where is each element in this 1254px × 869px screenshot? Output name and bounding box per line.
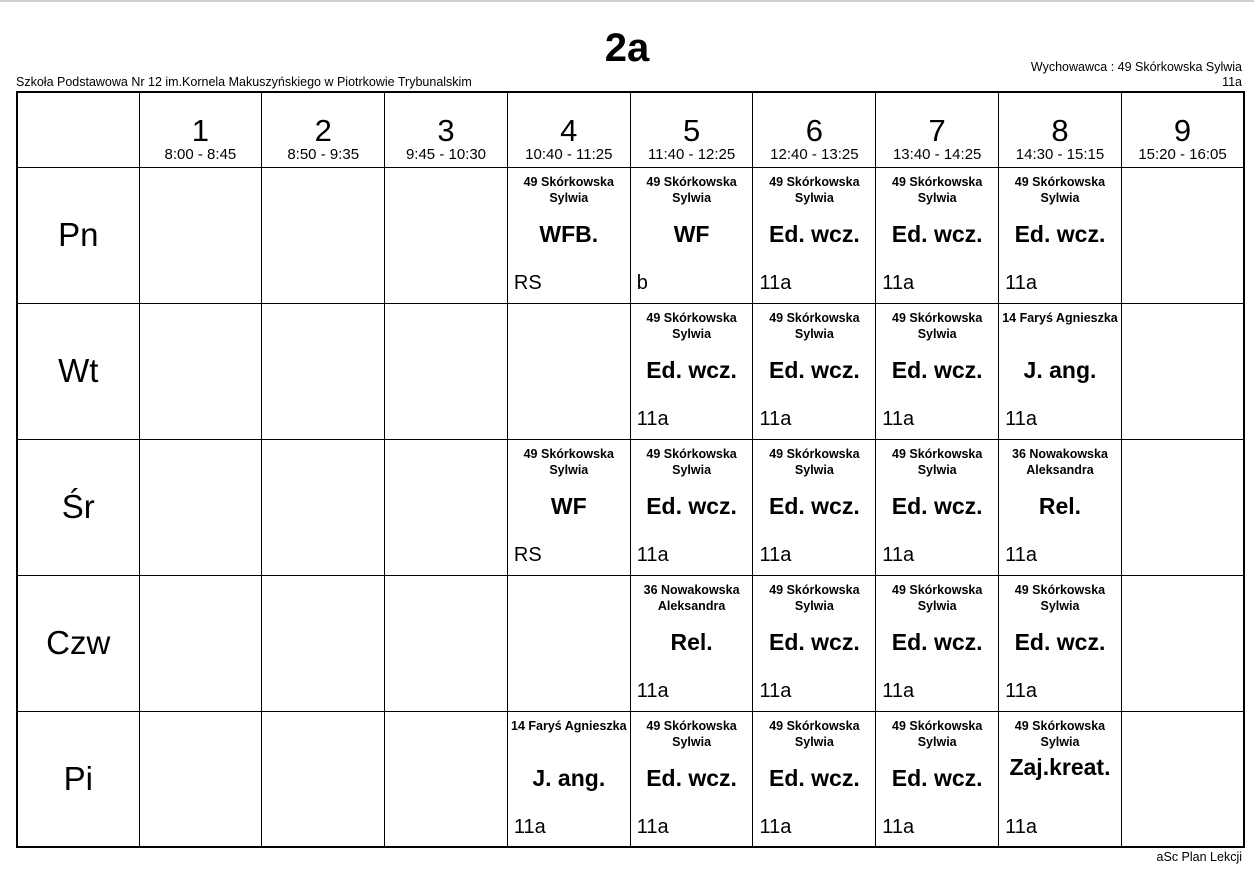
period-time: 8:00 - 8:45 xyxy=(164,146,237,163)
lesson-teacher: 49 Skórkowska Sylwia xyxy=(1014,582,1106,613)
period-time: 12:40 - 13:25 xyxy=(770,146,859,163)
lesson-cell[interactable] xyxy=(876,575,999,711)
top-border-line xyxy=(0,0,1254,2)
lesson-room: 11a xyxy=(759,271,792,294)
lesson-teacher: 49 Skórkowska Sylwia xyxy=(892,582,983,613)
lesson-room: b xyxy=(636,271,648,294)
lesson-room: 11a xyxy=(759,543,792,566)
lesson-teacher: 14 Faryś Agnieszka xyxy=(511,718,627,733)
day-row xyxy=(17,303,1244,439)
period-number: 5 xyxy=(682,113,701,148)
lesson-teacher: 49 Skórkowska Sylwia xyxy=(892,174,983,205)
lesson-subject: WF xyxy=(673,220,710,247)
day-label: Pi xyxy=(17,711,139,847)
lesson-subject: J. ang. xyxy=(1023,356,1097,383)
period-header-7 xyxy=(876,92,999,167)
day-row xyxy=(17,575,1244,711)
empty-cell xyxy=(385,303,508,439)
timetable-grid xyxy=(16,91,1245,848)
lesson-teacher: 49 Skórkowska Sylwia xyxy=(769,446,860,477)
lesson-cell[interactable] xyxy=(999,303,1122,439)
period-number: 6 xyxy=(805,113,823,148)
lesson-subject: Ed. wcz. xyxy=(1014,628,1106,655)
lesson-teacher: 36 Nowakowska Aleksandra xyxy=(643,582,740,613)
empty-cell xyxy=(385,167,508,303)
form-teacher: Wychowawca : 49 Skórkowska Sylwia xyxy=(1030,60,1242,74)
lesson-cell[interactable] xyxy=(630,711,753,847)
corner-cell xyxy=(17,92,139,167)
period-header-5 xyxy=(630,92,753,167)
lesson-cell[interactable] xyxy=(999,575,1122,711)
lesson-cell[interactable] xyxy=(753,711,876,847)
lesson-teacher: 49 Skórkowska Sylwia xyxy=(892,446,983,477)
period-header-6 xyxy=(753,92,876,167)
lesson-subject: Ed. wcz. xyxy=(891,628,983,655)
home-room: 11a xyxy=(1222,75,1242,89)
lesson-room: RS xyxy=(513,543,542,566)
lesson-teacher: 49 Skórkowska Sylwia xyxy=(769,718,860,749)
lesson-teacher: 49 Skórkowska Sylwia xyxy=(892,310,983,341)
lesson-teacher: 49 Skórkowska Sylwia xyxy=(1014,718,1106,749)
empty-cell xyxy=(385,711,508,847)
lesson-subject: Ed. wcz. xyxy=(769,492,860,519)
lesson-teacher: 49 Skórkowska Sylwia xyxy=(646,718,737,749)
empty-cell xyxy=(262,439,385,575)
lesson-teacher: 49 Skórkowska Sylwia xyxy=(646,310,737,341)
empty-cell xyxy=(139,303,262,439)
lesson-subject: Zaj.kreat. xyxy=(1009,753,1111,780)
lesson-teacher: 36 Nowakowska Aleksandra xyxy=(1012,446,1108,477)
period-time: 13:40 - 14:25 xyxy=(892,146,982,163)
empty-cell xyxy=(139,439,262,575)
lesson-subject: Ed. wcz. xyxy=(769,220,860,247)
lesson-subject: J. ang. xyxy=(532,764,606,791)
empty-cell xyxy=(262,711,385,847)
lesson-room: 11a xyxy=(882,815,915,838)
empty-cell xyxy=(139,711,262,847)
lesson-subject: Ed. wcz. xyxy=(891,356,983,383)
lesson-cell[interactable] xyxy=(753,575,876,711)
period-time: 10:40 - 11:25 xyxy=(525,146,613,163)
empty-cell xyxy=(507,575,630,711)
day-label: Śr xyxy=(17,439,139,575)
lesson-teacher: 49 Skórkowska Sylwia xyxy=(646,446,737,477)
period-number: 3 xyxy=(437,113,455,148)
lesson-subject: WFB. xyxy=(539,220,599,247)
day-row xyxy=(17,711,1244,847)
lesson-subject: Ed. wcz. xyxy=(1014,220,1106,247)
lesson-room: 11a xyxy=(1005,407,1037,430)
lesson-teacher: 49 Skórkowska Sylwia xyxy=(523,174,614,205)
empty-cell xyxy=(262,303,385,439)
lesson-subject: Ed. wcz. xyxy=(769,356,860,383)
lesson-cell[interactable] xyxy=(507,711,630,847)
lesson-room: 11a xyxy=(759,815,792,838)
period-number: 2 xyxy=(314,113,332,148)
lesson-cell[interactable] xyxy=(507,167,630,303)
day-label: Czw xyxy=(17,575,139,711)
lesson-cell[interactable] xyxy=(876,711,999,847)
period-time: 14:30 - 15:15 xyxy=(1015,146,1105,163)
empty-cell xyxy=(262,167,385,303)
lesson-room: 11a xyxy=(1005,815,1037,838)
day-label: Pn xyxy=(17,167,139,303)
lesson-subject: Ed. wcz. xyxy=(646,356,737,383)
period-header-9 xyxy=(1121,92,1244,167)
period-number: 4 xyxy=(560,113,578,148)
lesson-teacher: 49 Skórkowska Sylwia xyxy=(646,174,737,205)
empty-cell xyxy=(1121,711,1244,847)
period-number: 9 xyxy=(1173,113,1192,148)
empty-cell xyxy=(385,439,508,575)
class-title: 2a xyxy=(604,26,650,70)
school-name: Szkoła Podstawowa Nr 12 im.Kornela Makuszyńskiego w Piotrkowie Trybunalskim xyxy=(16,75,472,89)
day-row xyxy=(17,439,1244,575)
lesson-room: 11a xyxy=(1005,543,1037,566)
empty-cell xyxy=(507,303,630,439)
period-time: 9:45 - 10:30 xyxy=(405,146,487,163)
lesson-subject: Ed. wcz. xyxy=(646,492,737,519)
lesson-room: 11a xyxy=(636,815,669,838)
empty-cell xyxy=(1121,439,1244,575)
lesson-room: 11a xyxy=(759,407,792,430)
period-header-3 xyxy=(385,92,508,167)
lesson-cell[interactable] xyxy=(876,303,999,439)
lesson-subject: Ed. wcz. xyxy=(646,764,737,791)
lesson-cell[interactable] xyxy=(630,303,753,439)
period-time: 11:40 - 12:25 xyxy=(647,146,736,163)
empty-cell xyxy=(1121,575,1244,711)
period-number: 1 xyxy=(191,113,210,148)
lesson-subject: Ed. wcz. xyxy=(891,492,983,519)
lesson-room: 11a xyxy=(636,679,669,702)
empty-cell xyxy=(262,575,385,711)
lesson-teacher: 49 Skórkowska Sylwia xyxy=(769,582,860,613)
lesson-cell[interactable] xyxy=(753,439,876,575)
lesson-room: 11a xyxy=(882,407,915,430)
lesson-cell[interactable] xyxy=(507,439,630,575)
lesson-cell[interactable] xyxy=(630,167,753,303)
lesson-room: 11a xyxy=(636,543,669,566)
lesson-subject: WF xyxy=(550,492,587,519)
empty-cell xyxy=(385,575,508,711)
period-number: 8 xyxy=(1051,113,1069,148)
lesson-room: 11a xyxy=(759,679,792,702)
lesson-subject: Rel. xyxy=(670,628,713,655)
lesson-room: 11a xyxy=(882,271,915,294)
lesson-room: 11a xyxy=(882,543,915,566)
period-header-8 xyxy=(999,92,1122,167)
lesson-teacher: 49 Skórkowska Sylwia xyxy=(769,174,860,205)
lesson-teacher: 49 Skórkowska Sylwia xyxy=(892,718,983,749)
lesson-cell[interactable] xyxy=(630,575,753,711)
lesson-subject: Rel. xyxy=(1038,492,1082,519)
period-header-1 xyxy=(139,92,262,167)
lesson-cell[interactable] xyxy=(876,167,999,303)
empty-cell xyxy=(1121,167,1244,303)
lesson-room: 11a xyxy=(1005,679,1037,702)
lesson-subject: Ed. wcz. xyxy=(891,764,983,791)
period-number: 7 xyxy=(928,113,946,148)
lesson-room: RS xyxy=(513,271,542,294)
period-header-row xyxy=(17,92,1244,167)
period-time: 8:50 - 9:35 xyxy=(287,146,360,163)
lesson-teacher: 49 Skórkowska Sylwia xyxy=(1014,174,1106,205)
empty-cell xyxy=(1121,303,1244,439)
day-label: Wt xyxy=(17,303,139,439)
lesson-subject: Ed. wcz. xyxy=(769,628,860,655)
empty-cell xyxy=(139,167,262,303)
lesson-subject: Ed. wcz. xyxy=(769,764,860,791)
lesson-cell[interactable] xyxy=(753,303,876,439)
lesson-room: 11a xyxy=(882,679,915,702)
lesson-room: 11a xyxy=(636,407,669,430)
lesson-cell[interactable] xyxy=(630,439,753,575)
lesson-teacher: 14 Faryś Agnieszka xyxy=(1002,310,1118,325)
day-row xyxy=(17,167,1244,303)
lesson-cell[interactable] xyxy=(753,167,876,303)
period-header-4 xyxy=(507,92,630,167)
lesson-room: 11a xyxy=(1005,271,1037,294)
lesson-room: 11a xyxy=(513,815,546,838)
period-header-2 xyxy=(262,92,385,167)
lesson-cell[interactable] xyxy=(999,167,1122,303)
lesson-teacher: 49 Skórkowska Sylwia xyxy=(769,310,860,341)
lesson-cell[interactable] xyxy=(999,711,1122,847)
lesson-subject: Ed. wcz. xyxy=(891,220,983,247)
footer-credit: aSc Plan Lekcji xyxy=(1156,850,1242,864)
lesson-teacher: 49 Skórkowska Sylwia xyxy=(523,446,614,477)
empty-cell xyxy=(139,575,262,711)
lesson-cell[interactable] xyxy=(876,439,999,575)
lesson-cell[interactable] xyxy=(999,439,1122,575)
period-time: 15:20 - 16:05 xyxy=(1138,146,1227,163)
